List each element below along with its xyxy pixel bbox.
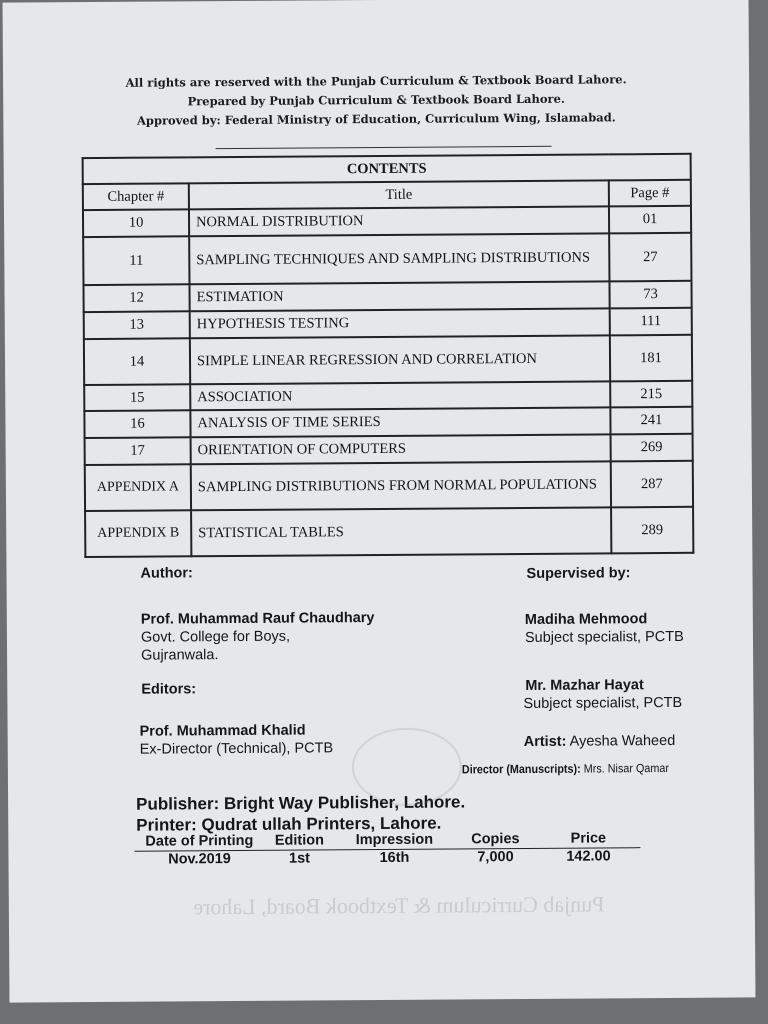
page-number: 111	[610, 308, 692, 336]
chapter-number: 14	[84, 338, 190, 385]
artist-name: Ayesha Waheed	[569, 732, 676, 750]
chapter-number: 11	[83, 236, 189, 285]
column-header-page: Page #	[609, 180, 691, 207]
chapter-number: 15	[84, 384, 190, 411]
supervisor-role: Subject specialist, PCTB	[524, 628, 684, 646]
artist-line	[524, 733, 676, 751]
printer-line: Printer: Qudrat ullah Printers, Lahore.	[136, 813, 442, 835]
author-affiliation: Govt. College for Boys,	[140, 628, 291, 646]
printing-header: Date of Printing	[145, 832, 254, 850]
director-name: Mrs. Nisar Qamar	[583, 760, 669, 776]
author-label: Author:	[140, 565, 193, 582]
printing-header: Edition	[274, 832, 324, 849]
chapter-title: SAMPLING DISTRIBUTIONS FROM NORMAL POPULATIONS	[191, 461, 611, 510]
credits-section	[3, 0, 756, 1003]
chapter-title: HYPOTHESIS TESTING	[190, 308, 610, 338]
rights-line: All rights are reserved with the Punjab Curriculum & Textbook Board Lahore.	[125, 72, 627, 90]
page-number: 241	[610, 407, 692, 435]
chapter-number: APPENDIX B	[85, 510, 191, 557]
editor-role: Ex-Director (Technical), PCTB	[139, 740, 334, 758]
chapter-number: 12	[83, 284, 189, 312]
supervisor-name: Mr. Mazhar Hayat	[525, 677, 644, 694]
page-number: 181	[610, 335, 692, 382]
page-number: 215	[610, 381, 692, 408]
editor-name: Prof. Muhammad Khalid	[139, 722, 306, 740]
printing-value: Nov.2019	[168, 851, 231, 868]
chapter-title: SIMPLE LINEAR REGRESSION AND CORRELATION	[190, 335, 610, 384]
author-name: Prof. Muhammad Rauf Chaudhary	[140, 610, 375, 628]
director-label: Director (Manuscripts):	[461, 761, 581, 777]
bleed-through-text: Punjab Curriculum & Textbook Board, Lahore	[193, 891, 605, 920]
page-number: 287	[611, 461, 693, 508]
chapter-number: 17	[85, 437, 191, 465]
chapter-title: ASSOCIATION	[190, 381, 610, 410]
supervisor-role: Subject specialist, PCTB	[523, 694, 683, 712]
contents-title: CONTENTS	[83, 154, 691, 184]
director-line	[462, 760, 669, 778]
faint-seal-stamp	[352, 727, 463, 806]
printing-value: 142.00	[566, 848, 611, 865]
printing-header: Copies	[471, 831, 520, 848]
chapter-number: 10	[83, 209, 189, 237]
document-page	[3, 0, 756, 1003]
page-number: 289	[611, 507, 693, 554]
column-header-chapter: Chapter #	[83, 183, 189, 210]
chapter-title: ESTIMATION	[189, 281, 609, 311]
author-city: Gujranwala.	[141, 647, 219, 664]
printing-value-row	[134, 848, 640, 868]
page-number: 269	[611, 434, 693, 462]
page-number: 27	[609, 233, 691, 282]
printing-header: Price	[570, 830, 607, 847]
supervised-label: Supervised by:	[526, 565, 631, 582]
publisher-line: Publisher: Bright Way Publisher, Lahore.	[136, 792, 466, 814]
chapter-number: APPENDIX A	[85, 464, 191, 511]
chapter-number: 13	[84, 311, 190, 339]
page-number: 73	[609, 281, 691, 309]
page-number: 01	[609, 206, 691, 234]
printing-value: 7,000	[477, 849, 514, 866]
printing-value: 16th	[379, 849, 410, 867]
printing-value: 1st	[288, 850, 311, 867]
printing-details	[134, 830, 640, 868]
chapter-title: SAMPLING TECHNIQUES AND SAMPLING DISTRIBUTIONS	[189, 233, 609, 284]
printing-header: Impression	[355, 831, 434, 849]
chapter-title: ORIENTATION OF COMPUTERS	[191, 434, 611, 464]
editors-label: Editors:	[141, 681, 197, 698]
artist-label: Artist:	[523, 733, 567, 750]
supervisor-name: Madiha Mehmood	[524, 611, 648, 628]
column-header-title: Title	[189, 180, 609, 209]
chapter-title: STATISTICAL TABLES	[191, 507, 611, 556]
approved-line: Approved by: Federal Ministry of Education, Curriculum Wing, Islamabad.	[136, 110, 616, 128]
chapter-number: 16	[84, 410, 190, 438]
chapter-title: NORMAL DISTRIBUTION	[189, 206, 609, 236]
prepared-line: Prepared by Punjab Curriculum & Textbook Board Lahore.	[187, 91, 565, 109]
chapter-title: ANALYSIS OF TIME SERIES	[190, 407, 610, 437]
